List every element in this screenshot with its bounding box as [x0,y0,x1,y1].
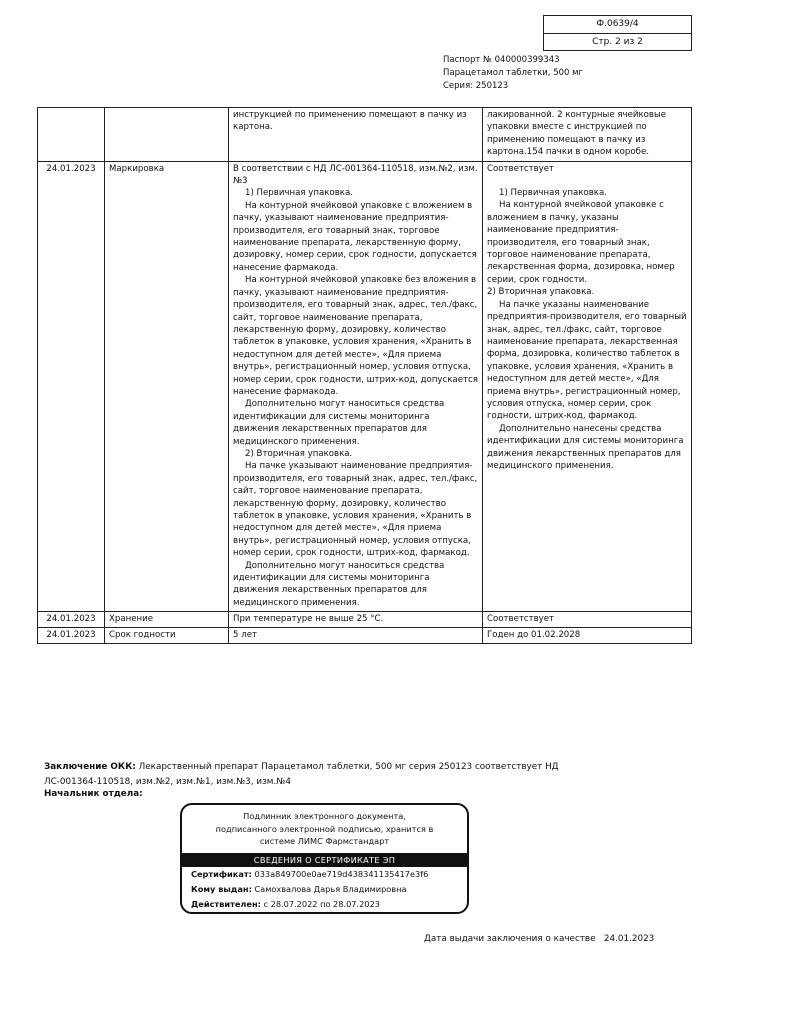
certificate-value: 033a849700e0ae719d438341135417e3f6 [254,868,429,879]
result-paragraph: На пачке указаны наименование предприятия-производителя, его товарный знак, адрес, тел./факс, сайт, торговое наименование препарата, лекарственная форма, дозировка, количество таблеток в упаковке, условия хранения, «Хранить в недоступном для детей местe», «Для приема внутрь», регистрационный номер, условия отпуска, номер серии, срок годности, штрих-код, фармакод. [487,299,687,422]
signature-stamp [180,803,469,914]
cell-name: Хранение [105,612,229,628]
cell-result: лакированной. 2 контурные ячейковые упаковки вместе с инструкцией по применению помещают в пачку из картона.154 пачки в одном коробе. [483,108,692,162]
requirement-paragraph: На контурной ячейковой упаковке с вложением в пачку, указывают наименование предприятия-производителя, его товарный знак, торговое наименование препарата, лекарственную форму, дозировку, номер серии, срок годности, допускается нанесение фармакода. [233,200,477,273]
cell-date: 24.01.2023 [38,612,105,628]
valid-line [182,897,467,912]
original-note [182,805,467,848]
cell-result: Годен до 01.02.2028 [483,628,692,644]
passport-number: Паспорт № 040000399343 [443,55,560,65]
original-note-line: системе ЛИМС Фармстандарт [259,836,390,846]
series-number: Серия: 250123 [443,81,509,91]
result-paragraph: 2) Вторичная упаковка. [487,287,595,298]
cell-name: Срок годности [105,628,229,644]
cell-requirement [229,161,483,612]
cell-result [483,161,692,612]
cell-requirement: инструкцией по применению помещают в пачку из картона. [229,108,483,162]
original-note-line: Подлинник электронного документа, [243,811,406,821]
form-code: Ф.0639/4 [596,19,639,29]
issue-date-value: 24.01.2023 [603,934,655,944]
table-row [38,628,692,644]
conclusion-text: Лекарственный препарат Парацетамол таблетки, 500 мг серия 250123 соответствует НД ЛС-001364-110518, изм.№2, изм.№1, изм.№3, изм.№4 [44,762,559,787]
cell-date: 24.01.2023 [38,628,105,644]
cell-date [38,108,105,162]
quality-table [37,107,692,644]
result-paragraph: Дополнительно нанесены средства идентификации для системы мониторинга движения лекарственных препаратов для медицинского применения. [487,423,684,471]
issued-to-label: Кому выдан: [191,883,252,894]
requirement-paragraph: На пачке указывают наименование предприятия-производителя, его товарный знак, адрес, тел./факс, сайт, торговое наименование препарата, лекарственную форму, дозировку, количество таблеток в упаковке, условия хранения, «Хранить в недоступном для детей местe», «Для приема внутрь», регистрационный номер, условия отпуска, номер серии, срок годности, штрих-код, фармакод. [233,461,478,559]
product-name: Парацетамол таблетки, 500 мг [443,68,584,78]
table-row [38,161,692,612]
cell-requirement: При температуре не выше 25 °С. [229,612,483,628]
conclusion-label: Заключение ОКК: [44,762,136,772]
valid-label: Действителен: [191,898,261,909]
requirement-paragraph: Дополнительно могут наноситься средства идентификации для системы мониторинга движения лекарственных препаратов для медицинского применения. [233,560,445,608]
conclusion [44,760,604,790]
table-row [38,612,692,628]
certificate-line [182,867,467,882]
requirement-paragraph: 1) Первичная упаковка. [245,188,353,199]
passport-info [443,54,583,93]
valid-value: с 28.07.2022 по 28.07.2023 [263,898,380,909]
result-paragraph: 1) Первичная упаковка. [499,188,607,199]
cell-result: Соответствует [483,612,692,628]
result-paragraph: Соответствует [487,163,555,174]
cell-name [105,108,229,162]
issue-date [424,934,654,944]
issued-to-value: Самохвалова Дарья Владимировна [254,883,407,894]
certificate-band: СВЕДЕНИЯ О СЕРТИФИКАТЕ ЭП [182,853,467,867]
cell-date: 24.01.2023 [38,161,105,612]
requirement-paragraph: На контурной ячейковой упаковке без вложения в пачку, указывают наименование предприятия-производителя, его товарный знак, адрес, тел./факс, сайт, торговое наименование препарата, лекарственную форму, дозировку, количество таблеток в упаковке, условия хранения, «Хранить в недоступном для детей местe», «Для приема внутрь», регистрационный номер, условия отпуска, номер серии, срок годности, штрих-код, допускается нанесение фармакода. [233,275,478,397]
department-head-label: Начальник отдела: [44,789,143,799]
requirement-paragraph: 2) Вторичная упаковка. [245,448,353,459]
page-number: Стр. 2 из 2 [544,33,691,51]
original-note-line: подписанного электронной подписью, хранится в [215,823,434,834]
cell-name: Маркировка [105,161,229,612]
result-paragraph: На контурной ячейковой упаковке с вложением в пачку, указаны наименование предприятия-производителя, его товарный знак, торговое наименование препарата, лекарственная форма, дозировка, номер серии, срок годности. [487,200,675,285]
cell-requirement: 5 лет [229,628,483,644]
certificate-label: Сертификат: [191,868,252,879]
issued-to-line [182,882,467,897]
issue-date-label: Дата выдачи заключения о качестве [424,934,596,944]
form-code-box [543,15,692,51]
requirement-paragraph: В соответствии с НД ЛС-001364-110518, изм.№2, изм.№3 [233,163,478,187]
table-row [38,108,692,162]
result-spacer [487,175,687,187]
requirement-paragraph: Дополнительно могут наноситься средства идентификации для системы мониторинга движения лекарственных препаратов для медицинского применения. [233,399,445,447]
